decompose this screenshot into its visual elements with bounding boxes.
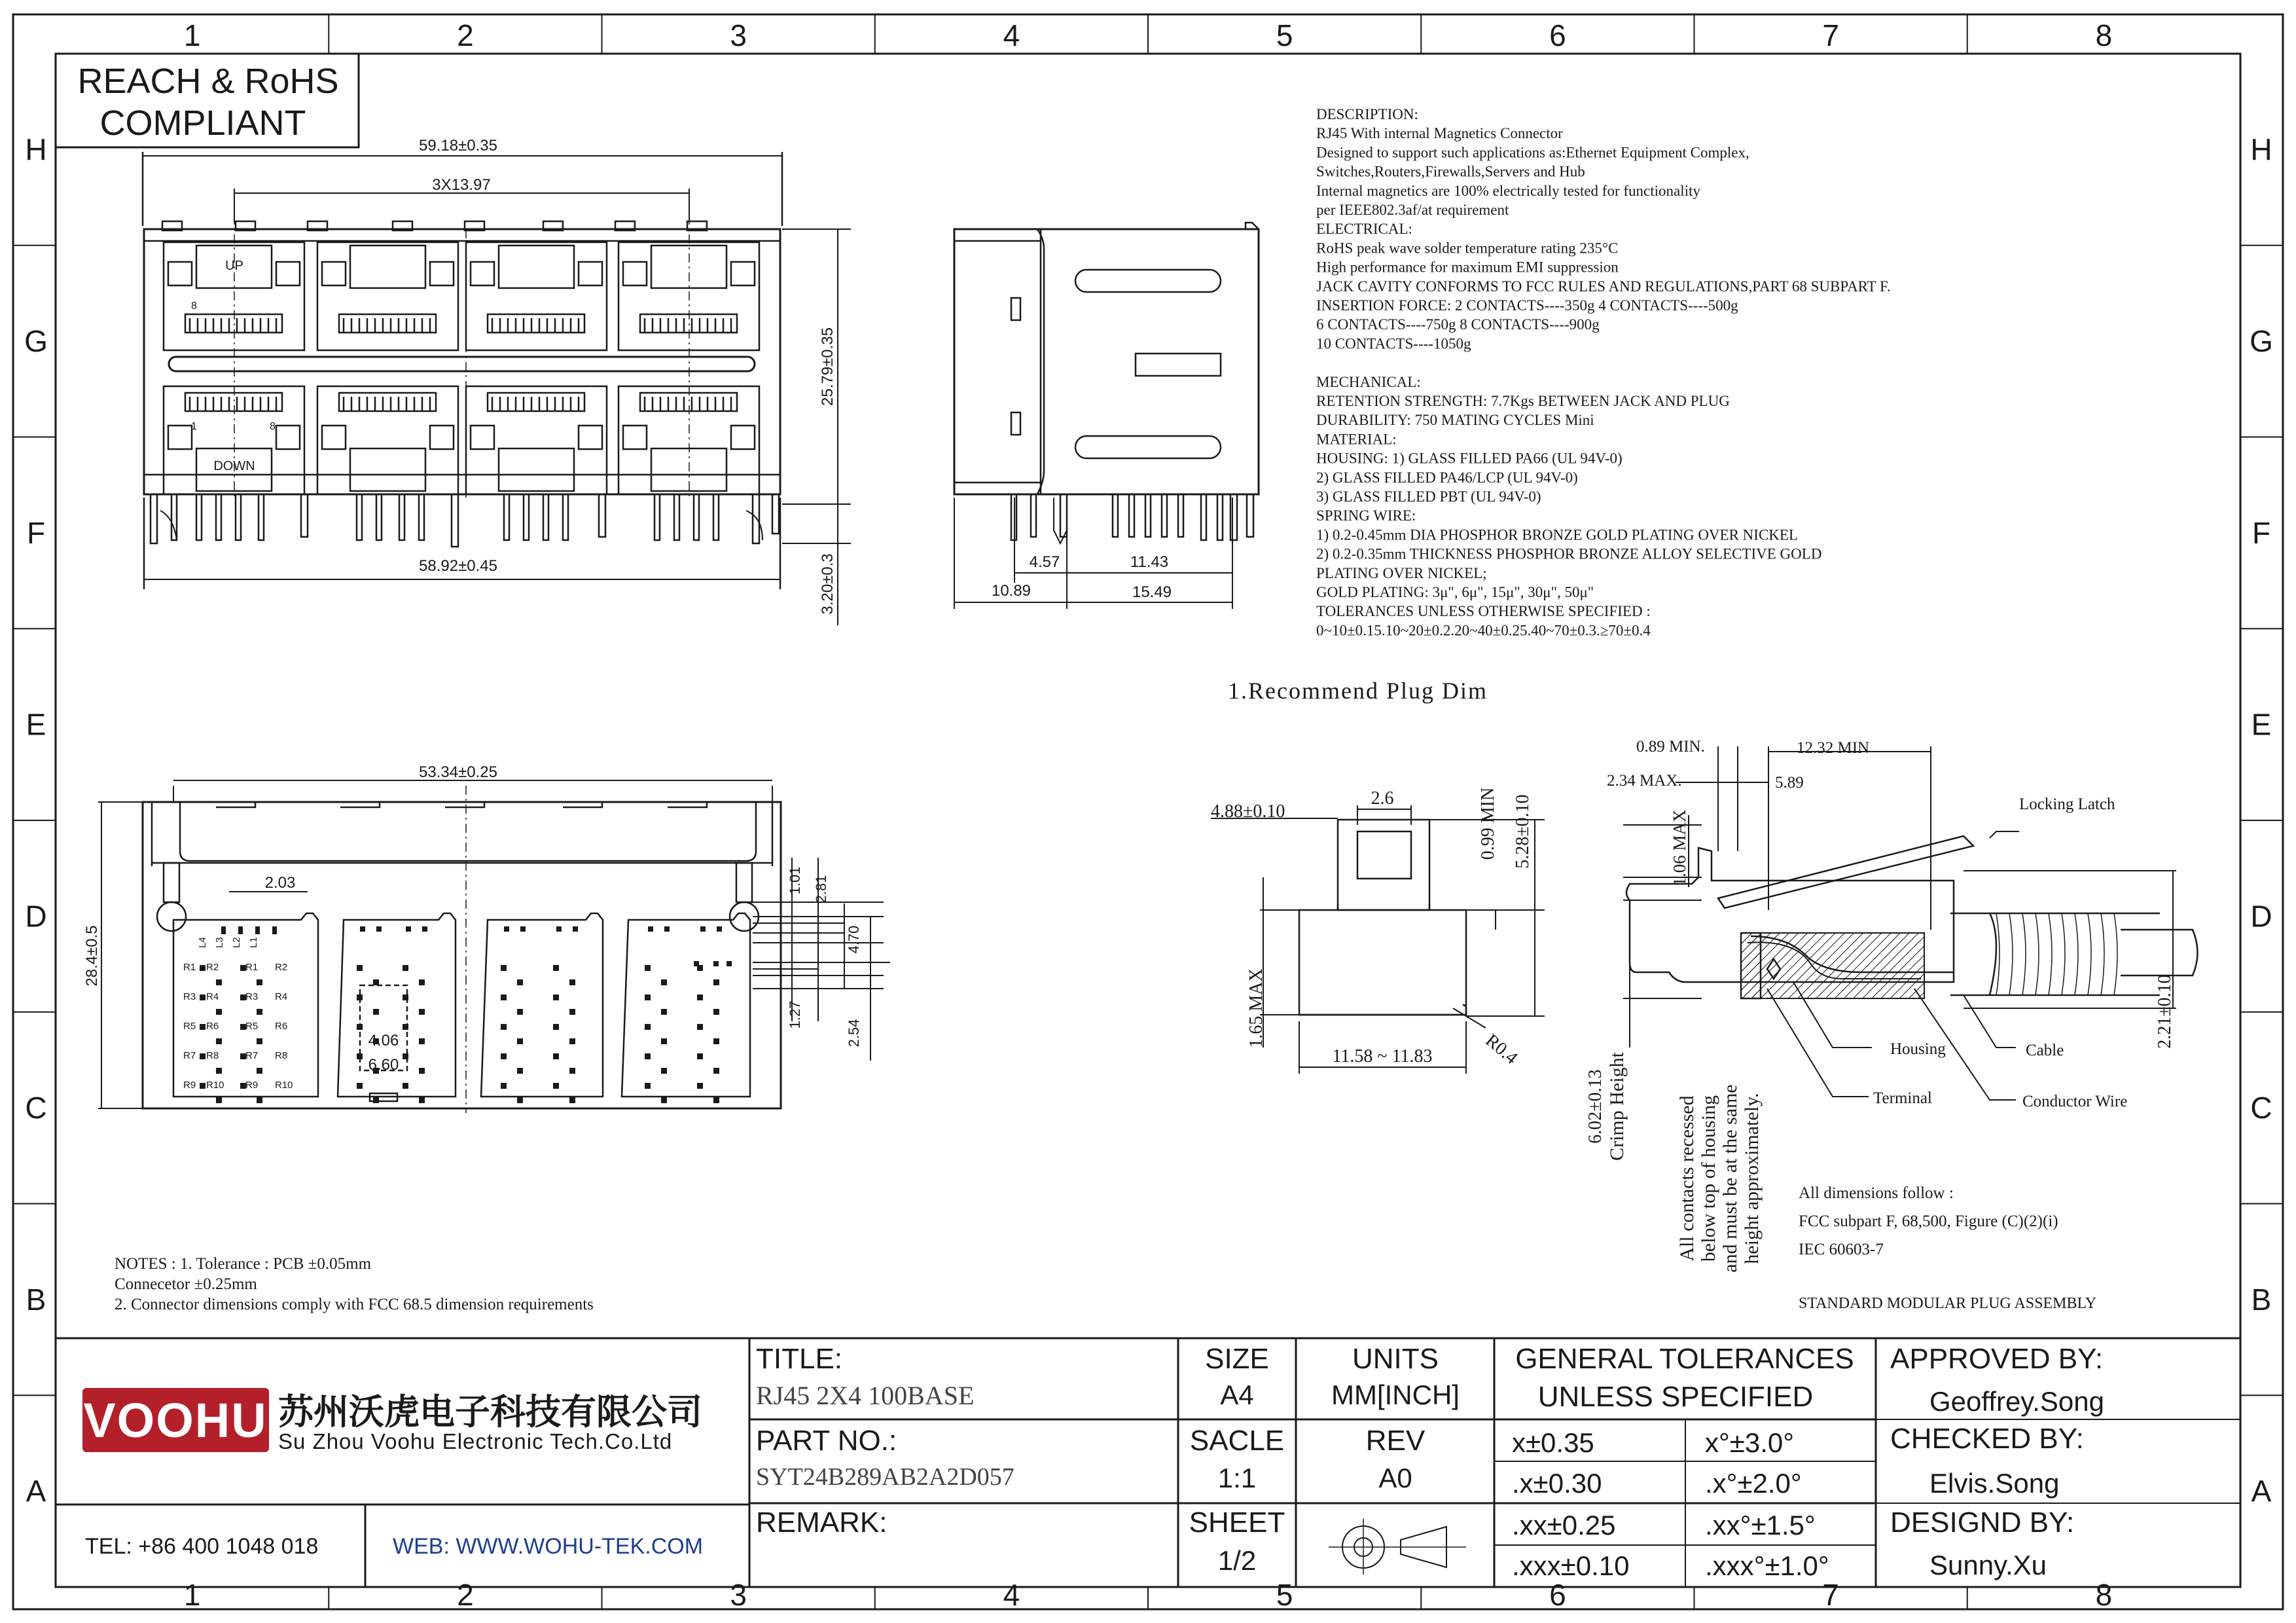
pin-label-left: R2 — [206, 962, 219, 973]
pcb-hole — [373, 979, 379, 985]
pcb-hole — [569, 1038, 575, 1044]
pcb-hole — [694, 961, 699, 966]
assembly-d1: 0.89 MIN. — [1636, 738, 1705, 756]
port-down-label: DOWN — [213, 459, 255, 473]
pin-label-right: R8 — [275, 1050, 288, 1061]
pin-label-right: R5 — [245, 1021, 259, 1032]
compliance-badge — [56, 54, 359, 147]
pcb-hole — [713, 1009, 719, 1015]
pcb-hole — [357, 994, 363, 1000]
pcb-hole — [376, 926, 382, 932]
led-label: L1 — [248, 937, 259, 948]
title-block — [56, 1338, 2240, 1587]
contacts-note — [1676, 1084, 1763, 1272]
note-line: NOTES : 1. Tolerance : PCB ±0.05mm — [115, 1255, 372, 1273]
pcb-hole — [713, 961, 719, 966]
pcb-hole — [661, 979, 667, 985]
pcb-hole — [713, 1038, 719, 1044]
pcb-hole — [357, 965, 363, 971]
pcb-hole — [272, 926, 277, 934]
pcb-hole — [357, 1083, 363, 1089]
row-label-right: H — [2250, 132, 2272, 167]
pcb-hole — [648, 926, 653, 932]
logo-text: VOOHU — [83, 1393, 268, 1448]
row-label-right: D — [2250, 899, 2272, 934]
description-line: SPRING WIRE: — [1316, 507, 1416, 524]
pcb-hole — [504, 926, 509, 932]
row-label-right: B — [2251, 1282, 2272, 1317]
pcb-hole — [501, 994, 507, 1000]
company-name-cn: 苏州沃虎电子科技有限公司 — [278, 1393, 702, 1432]
pcb-hole — [200, 1053, 206, 1059]
description-line: MATERIAL: — [1316, 431, 1397, 448]
part-value: SYT24B289AB2A2D057 — [756, 1463, 1014, 1491]
pcb-hole — [419, 1009, 425, 1015]
pin-label-left: R9 — [183, 1080, 196, 1091]
web: WEB: WWW.WOHU-TEK.COM — [393, 1534, 704, 1559]
pcb-hole — [406, 926, 411, 932]
bottom-dim-b: 2.81 — [813, 875, 829, 903]
compliance-line-1: REACH & RoHS — [77, 62, 339, 101]
assembly-d3: 2.34 MAX. — [1607, 772, 1682, 790]
description-line: Switches,Routers,Firewalls,Servers and Hub — [1316, 163, 1585, 180]
front-overall-width: 59.18±0.35 — [419, 137, 497, 155]
bottom-inner-b: 6.60 — [368, 1056, 399, 1074]
pin-label-right: R10 — [275, 1080, 293, 1091]
led-label: L3 — [214, 937, 225, 948]
pin-label-left: R10 — [206, 1080, 224, 1091]
pin-label-right: R9 — [245, 1080, 259, 1091]
column-label-top: 6 — [1549, 18, 1566, 52]
side-dim: 4.57 — [1029, 553, 1060, 571]
plug-dim-labels — [1211, 788, 1533, 1068]
pin-label-left: R1 — [183, 962, 196, 973]
pcb-hole — [553, 965, 559, 971]
sheet-label: SHEET — [1189, 1506, 1285, 1539]
pcb-hole — [373, 1097, 379, 1103]
pcb-hole — [553, 1053, 559, 1059]
column-label-bottom: 7 — [1822, 1578, 1839, 1612]
side-dim: 10.89 — [991, 582, 1031, 600]
column-label-bottom: 3 — [730, 1578, 747, 1612]
size-value: A4 — [1220, 1379, 1254, 1410]
pcb-hole — [200, 1024, 206, 1030]
pin-label-right: R2 — [275, 962, 288, 973]
pcb-hole — [645, 1024, 651, 1030]
led-label: L2 — [231, 937, 242, 948]
pcb-hole — [517, 1068, 523, 1074]
row-label-left: H — [25, 132, 47, 167]
pcb-hole — [697, 1024, 703, 1030]
column-label-bottom: 5 — [1276, 1578, 1293, 1612]
pcb-hole — [373, 1009, 379, 1015]
label-conductor-wire: Conductor Wire — [2022, 1093, 2128, 1110]
description-line: RoHS peak wave solder temperature rating 235°C — [1316, 240, 1619, 257]
pin-label-left: R5 — [183, 1021, 196, 1032]
pcb-hole — [216, 1097, 222, 1103]
pcb-hole — [501, 965, 507, 971]
assembly-d4: 5.89 — [1775, 774, 1804, 792]
tol-3-1: .xxx°±1.0° — [1705, 1550, 1829, 1581]
description-line: per IEEE802.3af/at requirement — [1316, 202, 1509, 218]
design-value: Sunny.Xu — [1929, 1550, 2047, 1580]
pcb-hole — [221, 926, 226, 934]
assembly-d2: 12.32 MIN — [1797, 739, 1870, 757]
description-block — [1316, 106, 1891, 638]
row-label-left: D — [25, 899, 47, 934]
bottom-offset: 2.03 — [264, 874, 296, 892]
note-line: Connecetor ±0.25mm — [115, 1275, 257, 1293]
column-label-bottom: 6 — [1549, 1578, 1566, 1612]
pin-no-8: 8 — [191, 301, 197, 312]
plug-d2: 2.6 — [1371, 788, 1394, 809]
pcb-hole — [403, 1053, 408, 1059]
title-label: TITLE: — [756, 1343, 843, 1375]
pcb-hole — [501, 1083, 507, 1089]
row-label-right: E — [2251, 707, 2272, 742]
pcb-hole — [419, 1068, 425, 1074]
contacts-note-line: All contacts recessed — [1676, 1095, 1698, 1262]
description-line: MECHANICAL: — [1316, 373, 1421, 390]
pcb-hole — [419, 1038, 425, 1044]
general-tol-1: GENERAL TOLERANCES — [1515, 1343, 1854, 1375]
description-line: RJ45 With internal Magnetics Connector — [1316, 125, 1563, 142]
port-up-label: UP — [225, 259, 243, 273]
pcb-hole — [419, 979, 425, 985]
pcb-hole — [700, 926, 706, 932]
pcb-hole — [517, 979, 523, 985]
rev-value: A0 — [1378, 1463, 1412, 1493]
contacts-note-line: height approximately. — [1741, 1093, 1763, 1264]
pcb-hole — [569, 1097, 575, 1103]
plug-d3: 0.99 MIN — [1478, 787, 1498, 860]
pcb-hole — [717, 926, 722, 932]
pcb-hole — [517, 1038, 523, 1044]
tol-0-0: x±0.35 — [1512, 1427, 1594, 1458]
approved-label: APPROVED BY: — [1890, 1343, 2104, 1375]
scale-value: 1:1 — [1217, 1463, 1257, 1493]
description-line: RETENTION STRENGTH: 7.7Kgs BETWEEN JACK AND PLUG — [1316, 393, 1730, 409]
pcb-hole — [553, 1024, 559, 1030]
pin-label-right: R6 — [275, 1021, 288, 1032]
pcb-hole — [661, 1038, 667, 1044]
pcb-hole — [403, 1024, 408, 1030]
description-line: 3) GLASS FILLED PBT (UL 94V-0) — [1316, 488, 1541, 505]
pin-label-right: R7 — [245, 1050, 259, 1061]
recommend-title: 1.Recommend Plug Dim — [1228, 678, 1488, 704]
pcb-hole — [360, 926, 365, 932]
pcb-hole — [200, 994, 206, 1000]
bottom-dim-e: 2.54 — [846, 1019, 862, 1048]
pcb-hole — [238, 926, 243, 934]
pcb-hole — [422, 926, 427, 932]
pcb-hole — [553, 994, 559, 1000]
row-label-right: F — [2251, 515, 2271, 550]
pcb-hole — [501, 1053, 507, 1059]
pcb-hole — [645, 965, 651, 971]
pcb-hole — [697, 994, 703, 1000]
pcb-hole — [569, 1009, 575, 1015]
pcb-hole — [517, 1009, 523, 1015]
column-label-top: 7 — [1822, 18, 1839, 52]
compliance-line-2: COMPLIANT — [99, 103, 306, 143]
description-line: Designed to support such applications as:Ethernet Equipment Complex, — [1316, 144, 1749, 161]
assembly-d5: 1.06 MAX — [1670, 809, 1689, 886]
front-pitch: 3X13.97 — [432, 176, 491, 194]
bottom-view-labels — [83, 763, 862, 1091]
note-line: 2. Connector dimensions comply with FCC 68.5 dimension requirements — [115, 1296, 594, 1313]
plug-d1: 4.88±0.10 — [1211, 801, 1285, 822]
column-label-top: 8 — [2095, 18, 2113, 52]
rev-label: REV — [1365, 1425, 1426, 1457]
pcb-hole — [713, 1068, 719, 1074]
bottom-width: 53.34±0.25 — [419, 763, 497, 781]
company-name-en: Su Zhou Voohu Electronic Tech.Co.Ltd — [278, 1429, 673, 1453]
label-cable: Cable — [2026, 1042, 2064, 1059]
notes-block — [115, 1255, 594, 1313]
row-label-left: G — [24, 324, 48, 359]
pcb-hole — [257, 979, 262, 985]
pcb-hole — [556, 926, 562, 932]
column-label-bottom: 8 — [2095, 1578, 2113, 1612]
column-label-bottom: 1 — [183, 1578, 201, 1612]
row-label-right: A — [2251, 1474, 2272, 1508]
pcb-hole — [403, 965, 408, 971]
pin-no-8b: 8 — [270, 421, 276, 432]
pcb-hole — [517, 1097, 523, 1103]
description-line: ELECTRICAL: — [1316, 221, 1412, 238]
follow-notes — [1799, 1184, 2058, 1258]
pin-no-1: 1 — [191, 421, 197, 432]
description-line: JACK CAVITY CONFORMS TO FCC RULES AND REGULATIONS,PART 68 SUBPART F. — [1316, 278, 1891, 295]
front-pin-length: 3.20±0.3 — [819, 553, 836, 615]
led-label: L4 — [197, 937, 208, 948]
column-label-top: 4 — [1003, 18, 1020, 52]
pcb-hole — [255, 926, 260, 934]
tol-2-1: .xx°±1.5° — [1705, 1510, 1816, 1541]
side-dim: 15.49 — [1132, 583, 1172, 601]
pcb-hole — [501, 1024, 507, 1030]
pcb-hole — [661, 1068, 667, 1074]
row-label-right: C — [2250, 1091, 2272, 1125]
pcb-hole — [216, 979, 222, 985]
general-tol-2: UNLESS SPECIFIED — [1537, 1381, 1814, 1413]
pcb-hole — [645, 994, 651, 1000]
description-line: Internal magnetics are 100% electrically tested for functionality — [1316, 182, 1700, 199]
design-label: DESIGND BY: — [1890, 1506, 2075, 1539]
row-label-right: G — [2250, 324, 2273, 359]
part-label: PART NO.: — [756, 1425, 897, 1457]
pcb-hole — [357, 1024, 363, 1030]
pcb-hole — [645, 1083, 651, 1089]
column-label-top: 5 — [1276, 18, 1293, 52]
description-line: HOUSING: 1) GLASS FILLED PA66 (UL 94V-0) — [1316, 450, 1623, 467]
description-line: 0~10±0.15.10~20±0.2.20~40±0.25.40~70±0.3.≥70±0.4 — [1316, 622, 1651, 639]
description-line: DURABILITY: 750 MATING CYCLES Mini — [1316, 412, 1594, 429]
pcb-hole — [403, 1083, 408, 1089]
row-label-left: B — [26, 1282, 46, 1317]
pin-label-right: R4 — [275, 991, 288, 1002]
label-terminal: Terminal — [1873, 1089, 1932, 1107]
plug-d4: 5.28±0.10 — [1513, 794, 1533, 869]
description-line: 1) 0.2-0.45mm DIA PHOSPHOR BRONZE GOLD PLATING OVER NICKEL — [1316, 526, 1798, 543]
row-label-left: C — [25, 1091, 47, 1125]
pin-label-right: R1 — [245, 962, 259, 973]
scale-label: SACLE — [1189, 1425, 1285, 1457]
pin-label-left: R8 — [206, 1050, 219, 1061]
plug-d7: R0.4 — [1481, 1030, 1522, 1068]
assembly-crimp-label: Crimp Height — [1606, 1052, 1628, 1161]
pcb-hole — [357, 1053, 363, 1059]
plug-d5: 1.65 MAX — [1246, 968, 1266, 1048]
description-line: TOLERANCES UNLESS OTHERWISE SPECIFIED : — [1316, 603, 1651, 620]
pin-label-right: R3 — [245, 991, 259, 1002]
contacts-note-line: and must be at the same — [1719, 1084, 1741, 1273]
pin-label-left: R4 — [206, 991, 219, 1002]
pcb-hole — [200, 965, 206, 971]
front-height: 25.79±0.35 — [819, 327, 836, 406]
description-line: GOLD PLATING: 3μ", 6μ", 15μ", 30μ", 50μ" — [1316, 584, 1594, 600]
pcb-hole — [645, 1053, 651, 1059]
pcb-hole — [200, 1083, 206, 1089]
follow-note-line: All dimensions follow : — [1799, 1184, 1954, 1202]
pcb-hole — [713, 1097, 719, 1103]
pcb-hole — [569, 979, 575, 985]
checked-label: CHECKED BY: — [1890, 1423, 2084, 1455]
pin-label-left: R7 — [183, 1050, 196, 1061]
column-label-top: 3 — [730, 18, 747, 52]
description-line: PLATING OVER NICKEL; — [1316, 564, 1487, 581]
pcb-hole — [573, 926, 578, 932]
tel: TEL: +86 400 1048 018 — [85, 1534, 319, 1559]
approved-value: Geoffrey.Song — [1929, 1386, 2104, 1417]
tol-0-1: x°±3.0° — [1705, 1427, 1795, 1458]
title-value: RJ45 2X4 100BASE — [756, 1381, 975, 1410]
description-line: INSERTION FORCE: 2 CONTACTS----350g 4 CONTACTS----500g — [1316, 297, 1738, 314]
remark-label: REMARK: — [756, 1506, 888, 1539]
pcb-hole — [697, 1083, 703, 1089]
side-view — [954, 223, 1259, 609]
size-label: SIZE — [1205, 1343, 1269, 1375]
description-line: 10 CONTACTS----1050g — [1316, 335, 1471, 352]
front-view — [143, 152, 851, 625]
pcb-hole — [697, 1053, 703, 1059]
sheet-value: 1/2 — [1217, 1545, 1257, 1576]
follow-note-line: FCC subpart F, 68,500, Figure (C)(2)(i) — [1799, 1213, 2058, 1230]
row-label-left: F — [26, 515, 46, 550]
description-line: 2) 0.2-0.35mm THICKNESS PHOSPHOR BRONZE ALLOY SELECTIVE GOLD — [1316, 545, 1822, 562]
description-line: 2) GLASS FILLED PA46/LCP (UL 94V-0) — [1316, 469, 1578, 486]
side-view-labels — [992, 553, 1172, 601]
description-line: High performance for maximum EMI suppression — [1316, 259, 1619, 276]
bottom-dim-a: 1.01 — [787, 866, 803, 895]
pcb-hole — [569, 1068, 575, 1074]
side-dim: 11.43 — [1130, 553, 1169, 571]
pcb-hole — [257, 1097, 262, 1103]
units-label: UNITS — [1352, 1343, 1439, 1375]
pcb-hole — [726, 961, 732, 966]
tol-2-0: .xx±0.25 — [1512, 1510, 1616, 1541]
front-body-width: 58.92±0.45 — [419, 557, 497, 575]
pin-label-left: R3 — [183, 991, 196, 1002]
bottom-inner-a: 4.06 — [368, 1032, 399, 1049]
tol-3-0: .xxx±0.10 — [1512, 1550, 1630, 1581]
pcb-hole — [257, 1009, 262, 1015]
pcb-hole — [403, 994, 408, 1000]
column-label-bottom: 4 — [1003, 1578, 1020, 1612]
follow-note-line: IEC 60603-7 — [1799, 1241, 1884, 1258]
pcb-hole — [419, 1097, 425, 1103]
contacts-note-line: below top of housing — [1698, 1095, 1719, 1262]
pcb-hole — [520, 926, 526, 932]
pcb-hole — [216, 1009, 222, 1015]
bottom-dim-d: 1.27 — [787, 1000, 803, 1029]
row-label-left: A — [26, 1474, 46, 1508]
description-line: 6 CONTACTS----750g 8 CONTACTS----900g — [1316, 316, 1600, 333]
plug-d6: 11.58 ~ 11.83 — [1332, 1046, 1433, 1067]
tol-1-1: .x°±2.0° — [1705, 1468, 1802, 1499]
column-label-bottom: 2 — [457, 1578, 474, 1612]
pcb-hole — [257, 1068, 262, 1074]
assembly-crimp-value: 6.02±0.13 — [1585, 1069, 1605, 1144]
pcb-hole — [661, 1097, 667, 1103]
units-value: MM[INCH] — [1331, 1379, 1460, 1410]
bottom-depth: 28.4±0.5 — [83, 925, 101, 987]
logo — [82, 1388, 269, 1452]
description-line: DESCRIPTION: — [1316, 106, 1418, 122]
assembly-caption: STANDARD MODULAR PLUG ASSEMBLY — [1799, 1295, 2097, 1312]
label-locking-latch: Locking Latch — [2019, 795, 2115, 813]
pcb-hole — [216, 1068, 222, 1074]
column-label-top: 1 — [183, 18, 201, 52]
pcb-hole — [664, 926, 670, 932]
bottom-dim-c: 4.70 — [846, 925, 862, 954]
column-label-top: 2 — [457, 18, 474, 52]
pcb-hole — [216, 1038, 222, 1044]
assembly-d6: 2.21±0.10 — [2155, 974, 2175, 1049]
pcb-hole — [257, 1038, 262, 1044]
tol-1-0: .x±0.30 — [1512, 1468, 1602, 1499]
pcb-hole — [713, 979, 719, 985]
label-housing: Housing — [1890, 1040, 1946, 1058]
pin-label-left: R6 — [206, 1021, 219, 1032]
pcb-hole — [553, 1083, 559, 1089]
pcb-hole — [661, 1009, 667, 1015]
row-label-left: E — [26, 707, 46, 742]
front-view-labels — [191, 137, 836, 615]
checked-value: Elvis.Song — [1929, 1468, 2060, 1499]
